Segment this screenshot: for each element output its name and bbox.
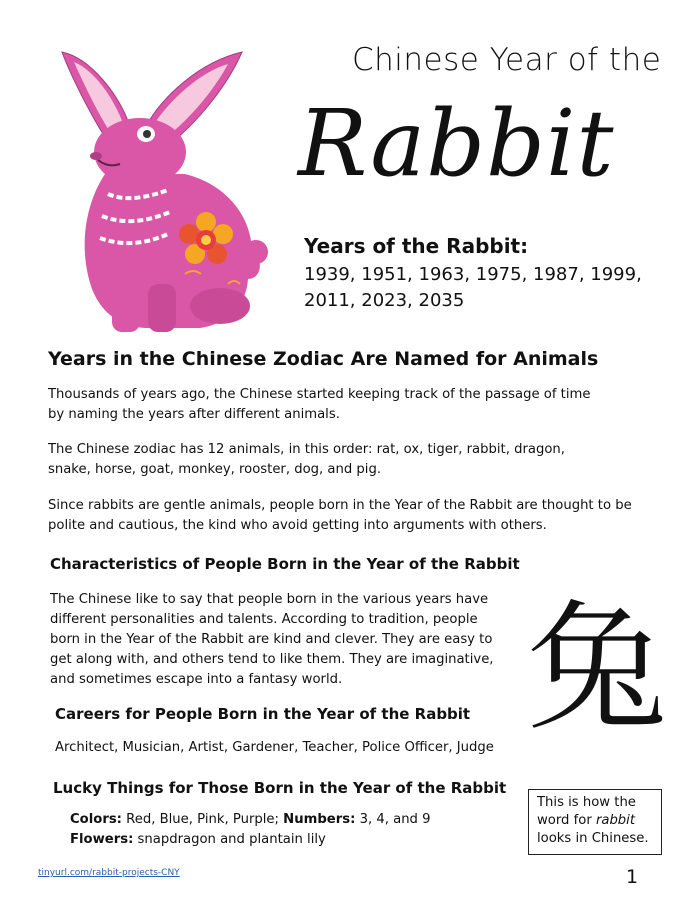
careers-list: Architect, Musician, Artist, Gardener, Teacher, Police Officer, Judge [55, 740, 494, 755]
note-text-em: rabbit [595, 813, 636, 828]
characteristics-paragraph: The Chinese like to say that people born in the various years have different personalities and talents. According to tradition, people born in the Year of the Rabbit are kind and clever. They are easy to get along with, and others tend to like them. They are imaginative, and sometimes escape into a fantasy world. [50, 592, 494, 687]
character-note-box [528, 789, 662, 855]
careers-heading: Careers for People Born in the Year of the Rabbit [55, 705, 471, 723]
note-text-pre: This is how the word for [537, 795, 636, 828]
page-title: Rabbit [298, 90, 615, 197]
years-list-line-1: 1939, 1951, 1963, 1975, 1987, 1999, [304, 264, 642, 285]
flowers-value: snapdragon and plantain lily [137, 832, 326, 847]
chinese-character-rabbit: 兔 [527, 588, 668, 751]
colors-value: Red, Blue, Pink, Purple; [126, 812, 279, 827]
numbers-label: Numbers: [283, 812, 356, 827]
numbers-value: 3, 4, and 9 [359, 812, 431, 827]
rabbit-illustration-icon [50, 44, 280, 339]
colors-label: Colors: [70, 812, 122, 827]
page-number: 1 [626, 866, 639, 888]
years-heading: Years of the Rabbit: [304, 234, 529, 258]
zodiac-paragraph-2: The Chinese zodiac has 12 animals, in this order: rat, ox, tiger, rabbit, dragon, snake, horse, goat, monkey, rooster, dog, and pig. [48, 442, 565, 477]
flowers-label: Flowers: [70, 832, 134, 847]
note-text-post: looks in Chinese. [537, 831, 649, 846]
lucky-flowers [70, 832, 326, 847]
page-subtitle: Chinese Year of the [352, 42, 662, 78]
lucky-things-heading: Lucky Things for Those Born in the Year of the Rabbit [53, 779, 507, 797]
zodiac-paragraph-1: Thousands of years ago, the Chinese started keeping track of the passage of time by naming the years after different animals. [48, 387, 591, 422]
zodiac-paragraph-3: Since rabbits are gentle animals, people born in the Year of the Rabbit are thought to be polite and cautious, the kind who avoid getting into arguments with others. [48, 498, 632, 533]
characteristics-heading: Characteristics of People Born in the Year of the Rabbit [50, 555, 520, 573]
footer-link[interactable]: tinyurl.com/rabbit-projects-CNY [38, 868, 180, 878]
lucky-colors-numbers [70, 812, 431, 827]
years-list-line-2: 2011, 2023, 2035 [304, 290, 465, 311]
zodiac-section-heading: Years in the Chinese Zodiac Are Named for Animals [48, 348, 599, 370]
